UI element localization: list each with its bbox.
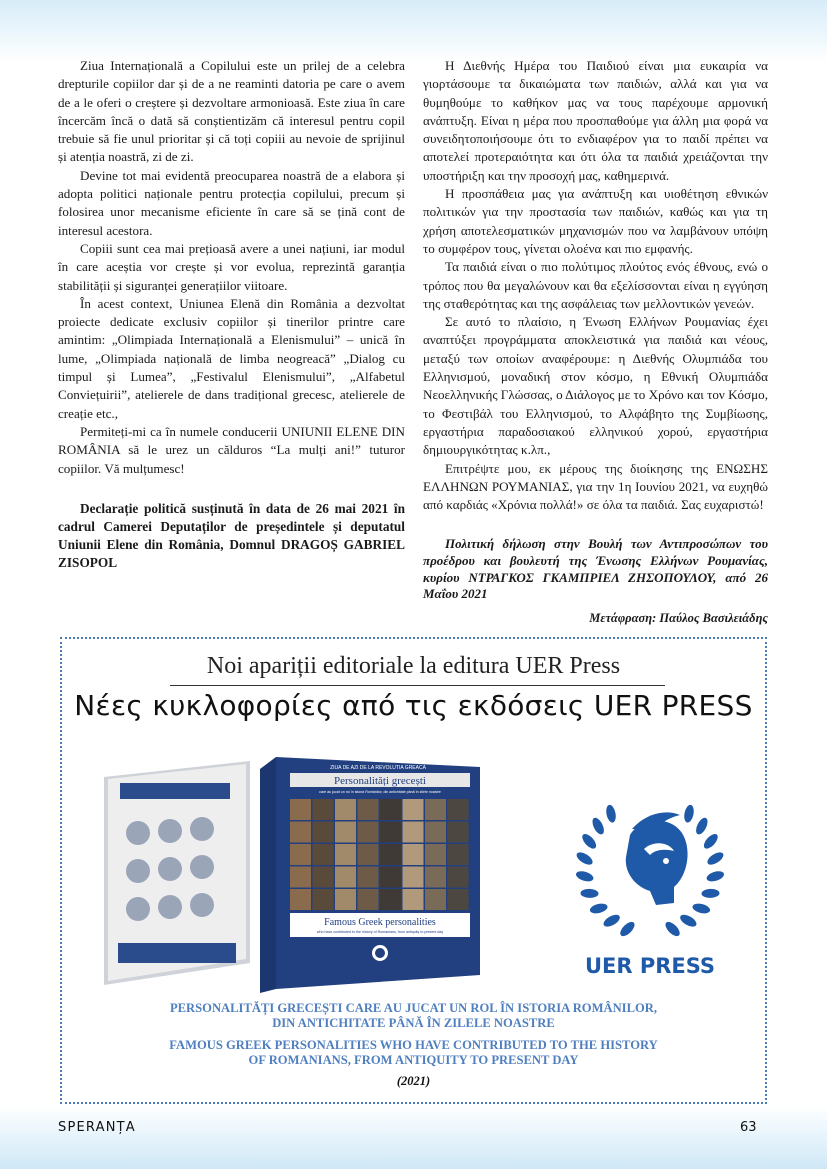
laurel-leaf (663, 919, 682, 938)
caption-line: OF ROMANIANS, FROM ANTIQUITY TO PRESENT DAY (248, 1052, 579, 1067)
laurel-leaf (589, 902, 609, 915)
laurel-leaf (701, 832, 720, 851)
portrait-thumbnail (335, 822, 356, 843)
article-paragraph: Η Διεθνής Ημέρα του Παιδιού είναι μια ευκαιρία να γιορτάσουμε τα δικαιώματα των παιδιών, αλλά και για να θυμηθούμε το καθήκον μας να τους παρέχουμε αρμονική ανάπτυξη. Είναι η μέρα που προσπαθούμε για άλλη μια φορά να συνειδητοποιήσουμε ότι το ενδιαφέρον για το παιδί πρέπει να αποτελεί προτεραιότητα και ότι όλα τα παιδιά χρειάζονται την υποστήριξη και την προσοχή μας, καθημερινά. (423, 58, 768, 183)
back-book-cover (104, 761, 250, 985)
laurel-leaf (618, 919, 637, 938)
laurel-leaf (701, 889, 719, 898)
uer-press-logo (570, 795, 730, 981)
portrait-thumbnail (335, 799, 356, 820)
article-paragraph: Devine tot mai evidentă preocuparea noastră de a elabora și adopta politici naționale pentru protecția copilului, precum și folosirea unor mecanisme eficiente în care să se țină cont de interesul acestora. (58, 167, 405, 238)
portrait-thumbnail (290, 867, 311, 888)
page-number: 63 (740, 1120, 757, 1135)
greek-article-column (423, 57, 768, 627)
laurel-leaf (605, 804, 617, 823)
book-subtitle-en: who have contributed to the history of Romanians, from antiquity to present day (316, 930, 444, 934)
laurel-leaf (705, 869, 725, 883)
portrait-thumbnail (380, 799, 401, 820)
book-header-text: ZIUA DE AZI DE LA REVOLUTIA GREACA (330, 765, 426, 771)
book-subtitle-ro: care au jucat un rol în istoria Românilor, din antichitate până în zilele noastre (319, 790, 441, 794)
portrait-thumbnail (313, 889, 334, 910)
new-releases-advert (60, 637, 767, 1104)
portrait-thumbnail (335, 867, 356, 888)
top-decorative-band (0, 0, 827, 62)
portrait-thumbnail (425, 844, 446, 865)
portrait-thumbnail (290, 889, 311, 910)
bottom-decorative-band (0, 1105, 827, 1169)
portrait-thumbnail (358, 867, 379, 888)
portrait-thumbnail (358, 844, 379, 865)
portrait-thumbnail (380, 822, 401, 843)
portrait-thumbnail (380, 844, 401, 865)
laurel-leaf (683, 804, 695, 823)
book-title-ro: Personalități grecești (334, 775, 426, 787)
laurel-leaf (705, 850, 725, 867)
book-caption-en (62, 1038, 765, 1067)
portrait-thumbnail (425, 822, 446, 843)
laurel-leaf (575, 869, 595, 883)
magazine-name: SPERANȚA (58, 1120, 136, 1135)
portrait-thumbnail (448, 822, 469, 843)
advert-title-ro: Noi apariții editoriale la editura UER Press (206, 653, 621, 679)
portrait-thumbnail (380, 889, 401, 910)
article-paragraph: Copiii sunt cea mai prețioasă avere a unei națiuni, iar modul în care aceștia vor crește și vor evolua, reprezintă garanția stabilității și siguranței generațiilor viitoare. (58, 240, 405, 293)
laurel-leaf (694, 816, 710, 836)
article-paragraph: Επιτρέψτε μου, εκ μέρους της διοίκησης της ΕΝΩΣΗΣ ΕΛΛΗΝΩΝ ΡΟΥΜΑΝΙΑΣ, για την 1η Ιουνίου 2021, να ευχηθώ από καρδιάς «Χρόνια πολλά!» σε όλα τα παιδιά. Σας ευχαριστώ! (423, 460, 768, 513)
portrait-thumbnail (358, 799, 379, 820)
laurel-leaf (590, 816, 606, 836)
portrait-thumbnail (290, 799, 311, 820)
book-caption-ro (62, 1001, 765, 1030)
logo-wordmark: UER PRESS (584, 954, 716, 978)
portrait-thumbnail (403, 822, 424, 843)
portrait-thumbnail (448, 867, 469, 888)
caption-line: PERSONALITĂȚI GRECEȘTI CARE AU JUCAT UN ROL ÎN ISTORIA ROMÂNILOR, (169, 1001, 658, 1015)
book-covers-image (100, 753, 480, 993)
front-book-cover (276, 757, 480, 989)
laurel-leaf (602, 912, 622, 929)
publication-year: (2021) (396, 1074, 431, 1088)
portrait-thumbnail (448, 889, 469, 910)
portrait-thumbnail (313, 799, 334, 820)
portrait-thumbnail (403, 867, 424, 888)
title-divider (170, 685, 665, 686)
portrait-thumbnail (290, 822, 311, 843)
portrait-thumbnail (448, 799, 469, 820)
romanian-article-column (58, 57, 405, 572)
portrait-thumbnail (403, 844, 424, 865)
political-declaration-gr: Πολιτική δήλωση στην Βουλή των Αντιπροσώπων του προέδρου και βουλευτή της Ένωσης Ελλήνων Ρουμανίας, κυρίου ΝΤΡΑΓΚΟΣ ΓΚΑΜΠΡΙΕΛ ΖΗΣΟΠΟΥΛΟΥ, από 26 Μαΐου 2021 (423, 536, 768, 602)
portrait-thumbnail (380, 867, 401, 888)
laurel-leaf (691, 902, 711, 915)
article-paragraph: Ziua Internațională a Copilului este un prilej de a celebra drepturile copiilor dar și de a ne reaminti datoria pe care o avem de a le oferi o creștere și dezvoltare armonioasă. Este ziua în care încercăm încă o dată să conștientizăm că interesul pentru copil trebuie să fie unul prioritar și că toți copiii au nevoie de sprijinul și atenția noastră, zi de zi. (58, 58, 405, 165)
article-paragraph: Permiteți-mi ca în numele conducerii UNIUNII ELENE DIN ROMÂNIA să le urez un călduros “La mulți ani!” tuturor copiilor. Vă mulțumesc! (58, 423, 405, 476)
portrait-thumbnail (358, 889, 379, 910)
portrait-thumbnail (290, 844, 311, 865)
political-declaration-ro: Declarație politică susținută în data de 26 mai 2021 în cadrul Camerei Deputaților de președintele și deputatul Uniunii Elene din România, Domnul DRAGOȘ GABRIEL ZISOPOL (58, 500, 405, 570)
portrait-thumbnail (403, 889, 424, 910)
portrait-thumbnail (358, 822, 379, 843)
portrait-thumbnail (403, 799, 424, 820)
portrait-thumbnail (448, 844, 469, 865)
article-paragraph: Η προσπάθεια μας για ανάπτυξη και υιοθέτηση εθνικών πολιτικών για την προστασία των παιδιών, καθώς και για τη χρήση αποτελεσματικών μηχανισμών που να λαμβάνουν υπόψη το συμφέρον τους, γίνεται ολοένα και πιο εμφανής. (423, 186, 768, 256)
laurel-leaf (678, 912, 698, 929)
helmet-head-icon (626, 820, 688, 905)
advert-title-gr: Νέες κυκλοφορίες από τις εκδόσεις UER PRESS (74, 689, 753, 722)
portrait-thumbnail (313, 867, 334, 888)
portrait-thumbnail (425, 799, 446, 820)
portrait-thumbnail (425, 889, 446, 910)
caption-line: FAMOUS GREEK PERSONALITIES WHO HAVE CONTRIBUTED TO THE HISTORY (169, 1038, 658, 1052)
portrait-thumbnail (313, 844, 334, 865)
laurel-leaf (575, 850, 595, 867)
portrait-thumbnail (335, 889, 356, 910)
article-paragraph: Τα παιδιά είναι ο πιο πολύτιμος πλούτος ενός έθνους, ενώ ο τρόπος που θα μεγαλώνουν και θα εξελίσσονται είναι η εγγύηση της σταθερότητας και της ασφάλειας των μελλοντικών γενεών. (423, 259, 768, 311)
laurel-leaf (580, 889, 598, 898)
portrait-thumbnail (425, 867, 446, 888)
book-title-en: Famous Greek personalities (324, 917, 436, 928)
portrait-thumbnail (335, 844, 356, 865)
portrait-thumbnail (313, 822, 334, 843)
caption-line: DIN ANTICHITATE PÂNĂ ÎN ZILELE NOASTRE (272, 1015, 555, 1030)
article-paragraph: În acest context, Uniunea Elenă din România a dezvoltat proiecte dedicate exclusiv copiilor și tinerilor printre care amintim: „Olimpiada Internațională a Elenismului” – unică în lume, „Olimpiada națională de limba neogreacă” „Dialog cu timpul și Lumea”, „Festivalul Elenismului”, „Alfabetul Conviețuirii”, atelierele de dans tradițional grecesc, atelierele de creație etc., (58, 295, 405, 421)
translator-credit: Μετάφραση: Παύλος Βασιλειάδης (589, 610, 768, 625)
book-spine (260, 757, 276, 993)
article-paragraph: Σε αυτό το πλαίσιο, η Ένωση Ελλήνων Ρουμανίας έχει αναπτύξει προγράμματα αποκλειστικά για παιδιά και νέους, μεταξύ των οποίων αναφέρουμε: η Διεθνής Ολυμπιάδα του Ελληνισμού, μοναδική στον κόσμο, η Εθνική Ολυμπιάδα Νεοελληνικής Γλώσσας, ο Διάλογος με το Χρόνο και τον Κόσμο, το Φεστιβάλ του Ελληνισμού, το Αλφάβητο της Συμβίωσης, εργαστήρια παραδοσιακού ελληνικού χορού, εργαστήρια δημιουργικότητας κ.λπ., (423, 314, 768, 458)
laurel-leaf (580, 832, 599, 851)
